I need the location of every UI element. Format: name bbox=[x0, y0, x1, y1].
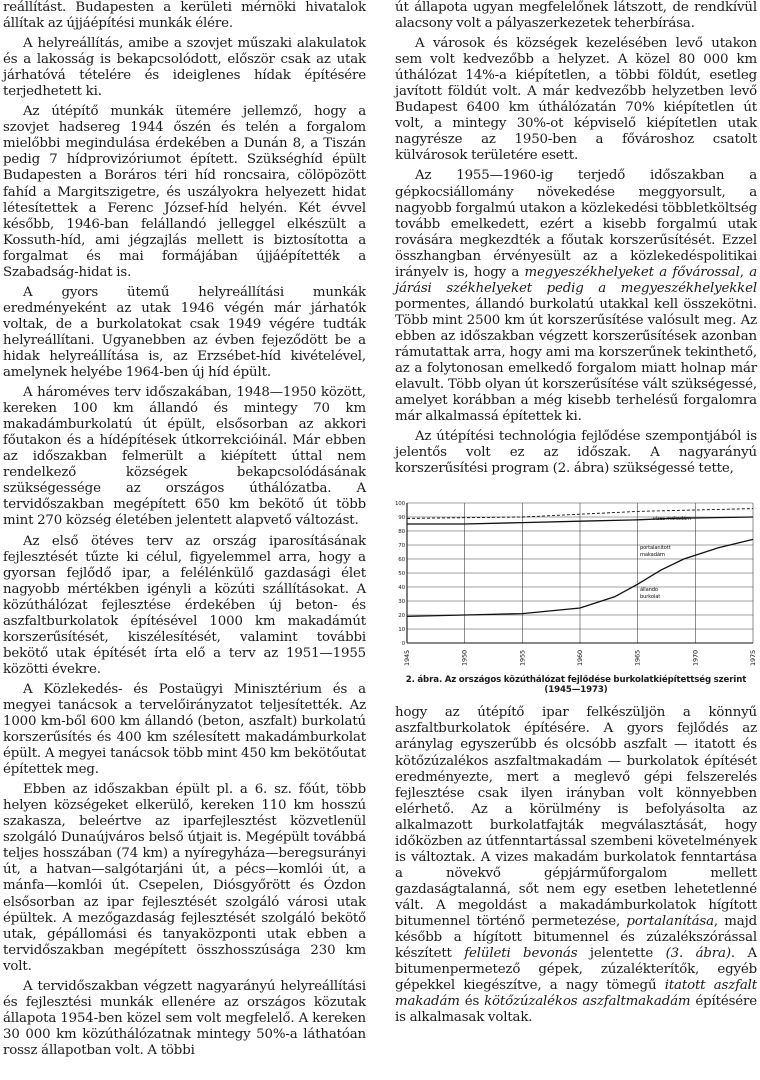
y-tick-label: 0 bbox=[401, 641, 405, 648]
annotation-label: makadám bbox=[639, 552, 665, 559]
paragraph: A városok és községek kezelésében levő utakon sem volt kedvezőbb a helyzet. A közel 80 000 km úthálózat 14%-a kiépítetlen, a többi földút, esetleg javított földút volt. A már kedvezőbb helyzetben levő Budapest 6400 km úthálózatán 70% kiépítetlen út volt, a mintegy 30%-ot képviselő kiépítetlen utak nagyrésze az 1950-ben a fővároshoz csatolt külvárosok területére esett. bbox=[395, 36, 757, 164]
y-tick-label: 10 bbox=[398, 627, 405, 634]
annotation-label: burkolat bbox=[639, 594, 661, 601]
paragraph: hogy az útépítő ipar felkészüljön a könnyű aszfaltburkolatok építésére. A gyors fejlődés az aránylag egyszerűbb és olcsóbb aszfalt — itatott és kötőzúzalékos aszfaltmakadám — burkolatok építését eredményezte, mert a meglevő gépi felszerelés fejlesztése csak ilyen irányban volt könnyebben elérhető. Az a körülmény is befolyásolta az alkalmazott burkolatfajták megválasztását, hogy időközben az útfenntartással szembeni követelmények is változtak. A vizes makadám burkolatok fenntartása a növekvő gépjárműforgalom mellett gazdaságtalanná, sőt nem egy esetben lehetetlenné vált. A megoldást a makadámburkolatok hígított bitumennel történő permetezése, portalanítása, majd később a hígított bitumennel és zúzalékszórással készített felületi bevonás jelentette (3. ábra). A bitumenpermetező gépek, zúzalékterítők, egyéb gépekkel kiegészítve, a nagy tömegű itatott aszfalt makadám és kötőzúzalékos aszfaltmakadám építésére is alkalmasak voltak. bbox=[395, 705, 758, 1026]
paragraph: A helyreállítás, amibe a szovjet műszaki alakulatok és a lakosság is bekapcsolódott, először csak az utak járhatóvá tételére és ideiglenes hídak építésére terjedhetett ki. bbox=[3, 36, 366, 100]
paragraph: Az útépítési technológia fejlődése szempontjából is jelentős volt ez az időszak. A nagyarányú korszerűsítési program (2. ábra) szükségessé tette, bbox=[395, 429, 757, 477]
x-tick-label: 1955 bbox=[518, 650, 527, 667]
y-tick-label: 90 bbox=[398, 515, 405, 522]
line-chart bbox=[395, 495, 757, 673]
paragraph: A Közlekedés- és Postaügyi Minisztérium és a megyei tanácsok a tervelőirányzatot teljesítették. Az 1000 km-ből 600 km állandó (beton, aszfalt) burkolatú korszerűsítés és 400 km szélesített makadámburkolat épült. A megyei tanácsok több mint 450 km bekötőutat építettek meg. bbox=[3, 681, 366, 778]
annotation-label: vízes makadám bbox=[652, 516, 692, 523]
y-tick-label: 70 bbox=[398, 543, 405, 550]
annotation-label: portalanított bbox=[639, 545, 671, 552]
paragraph: út állapota ugyan megfelelőnek látszott, de rendkívül alacsony volt a pályaszerkezetek teherbírása. bbox=[395, 0, 757, 32]
figure-2-chart bbox=[395, 495, 757, 673]
y-tick-label: 30 bbox=[398, 599, 405, 606]
paragraph: Az útépítő munkák ütemére jellemző, hogy a szovjet hadsereg 1944 őszén és telén a forgalom mielőbbi megindulása érdekében a Dunán 8, a Tiszán pedig 7 hídprovizóriumot épített. Szükséghíd épült Budapesten a Boráros téri híd roncsaira, cölöpözött fahíd a Margitszigetre, és uszályokra helyezett hidat létesítettek a Ferenc József-híd helyén. Két évvel később, 1946-ban felállandó jelleggel elkészült a Kossuth-híd, ami jégzajlás mellett is biztosította a forgalmat és mai formájában újjáépítették a Szabadság-hidat is. bbox=[3, 104, 366, 280]
annotation-label: állandó bbox=[639, 587, 658, 594]
x-tick-label: 1975 bbox=[749, 650, 757, 667]
paragraph: Az 1955—1960-ig terjedő időszakban a gépkocsiállomány növekedése meggyorsult, a nagyobb forgalmú utakon a közlekedési többletköltség tovább emelkedett, ezért a kisebb forgalmú utak rovására megkezdték a főutak korszerűsítését. Ezzel összhangban érvényesült az a közlekedéspolitikai irányelv is, hogy a megyeszékhelyeket a fővárossal, a járási székhelyeket pedig a megyeszékhelyekkel pormentes, állandó burkolatú utakkal kell összekötni. Több mint 2500 km út korszerűsítése valósult meg. Az ebben az időszakban végzett korszerűsítések azonban rámutattak arra, hogy ami ma korszerűnek tekinthető, az a folytonosan emelkedő forgalom miatt holnap már elavult. Több olyan út korszerűsítése vált szükségessé, amelyet korábban a még kisebb terhelésű forgalomra már alkalmassá építettek ki. bbox=[395, 168, 758, 425]
x-tick-label: 1965 bbox=[633, 650, 642, 667]
paragraph: A hároméves terv időszakában, 1948—1950 között, kereken 100 km állandó és mintegy 70 km makadámburkolatú út épült, elsősorban az akkori főutakon és a hídépítések útkorrekcióinál. Már ebben az időszakban felmerült a kiépített úttal nem rendelkező községek bekapcsolódásának szükségessége az országos úthálózatba. A tervidőszakban megépített 650 km bekötő út több mint 270 község életében jelentett alapvető változást. bbox=[3, 385, 366, 529]
caption-line: 2. ábra. Az országos közúthálózat fejlődése burkolatkiépítettség szerint bbox=[405, 675, 747, 686]
paragraph: Az első ötéves terv az ország iparosításának fejlesztését tűzte ki célul, figyelemmel arra, hogy a gyorsan fejlődő ipar, a felélénkülő gazdasági élet nagyobb mértékben igényli a közúti szállításokat. A közúthálózat fejlesztése érdekében új beton- és aszfaltburkolatok építésével 1000 km makadámút korszerűsítését, kiszélesítését, valamint további bekötő utak építését írta elő a terv az 1951—1955 közötti évekre. bbox=[3, 533, 366, 677]
x-tick-label: 1950 bbox=[460, 650, 469, 667]
left-column bbox=[3, 0, 366, 1059]
paragraph: A tervidőszakban végzett nagyarányú helyreállítási és fejlesztési munkák ellenére az országos közutak állapota 1954-ben közel sem volt megfelelő. A kereken 30 000 km közúthálózatnak mintegy 50%-a láthatóan rossz állapotban volt. A többi bbox=[3, 978, 366, 1058]
y-tick-label: 80 bbox=[398, 529, 405, 536]
y-tick-label: 100 bbox=[395, 501, 405, 508]
y-tick-label: 50 bbox=[398, 571, 405, 578]
x-tick-label: 1960 bbox=[576, 650, 584, 667]
figure-caption bbox=[395, 675, 757, 695]
paragraph: reállítást. Budapesten a kerületi mérnöki hivatalok állítak az újjáépítési munkák élére. bbox=[3, 0, 366, 32]
y-tick-label: 60 bbox=[398, 557, 405, 564]
x-tick-label: 1970 bbox=[691, 650, 700, 667]
paragraph: A gyors ütemű helyreállítási munkák eredményeként az utak 1946 végén már járhatók voltak, de a burkolatokat csak 1949 végére tudták helyreállítani. Ugyanebben az évben fejeződött be a hidak helyreállítása is, az Erzsébet-híd kivételével, amelynek helyébe 1964-ben új híd épült. bbox=[3, 284, 366, 381]
right-column bbox=[395, 0, 757, 1026]
paragraph: Ebben az időszakban épült pl. a 6. sz. főút, több helyen községeket elkerülő, kereken 110 km hosszú szakasza, beleértve az iparfejlesztést közvetlenül szolgáló Dunaújváros belső útjait is. Megépült továbbá teljes hosszában (74 km) a nyíregyháza—beregsurányi út, a hatvan—salgótarjáni út, a pécs—komlói út, a mánfa—komlói út. Csepelen, Diósgyőrött és Ózdon elsősorban az ipar fejlesztését szolgáló városi utak épültek. A mezőgazdaság fejlesztését szolgáló bekötő utak, gépállomási és tanyaközponti utak ebben a tervidőszakban megépített összhosszúsága 230 km volt. bbox=[3, 782, 366, 974]
y-tick-label: 40 bbox=[398, 585, 405, 592]
caption-line: (1945—1973) bbox=[544, 685, 608, 696]
x-tick-label: 1945 bbox=[403, 650, 411, 667]
y-tick-label: 20 bbox=[398, 613, 405, 620]
